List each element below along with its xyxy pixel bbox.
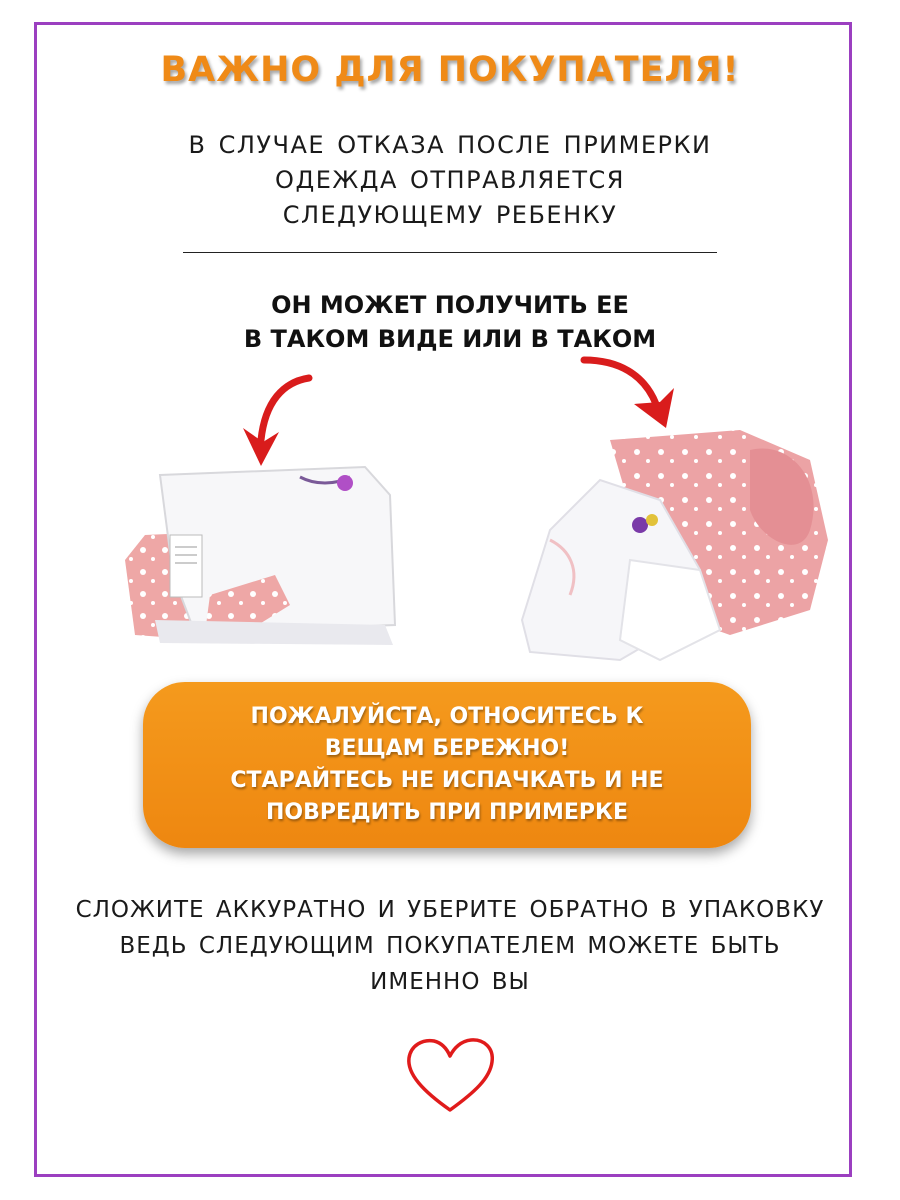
bottom-line: ВЕДЬ СЛЕДУЮЩИМ ПОКУПАТЕЛЕМ МОЖЕТЕ БЫТЬ	[119, 933, 781, 959]
notice-line: ОДЕЖДА ОТПРАВЛЯЕТСЯ	[275, 166, 625, 194]
banner-line: ПОЖАЛУЙСТА, ОТНОСИТЕСЬ К	[250, 704, 644, 729]
divider	[183, 252, 717, 253]
bottom-line: ИМЕННО ВЫ	[370, 969, 530, 995]
notice-text	[0, 128, 900, 233]
banner-line: СТАРАЙТЕСЬ НЕ ИСПАЧКАТЬ И НЕ	[230, 768, 664, 793]
heart-outline-icon	[403, 1036, 498, 1116]
subheading-line: В ТАКОМ ВИДЕ ИЛИ В ТАКОМ	[243, 325, 657, 353]
bottom-text	[0, 892, 900, 1000]
banner-line: ВЕЩАМ БЕРЕЖНО!	[324, 736, 570, 761]
subheading-line: ОН МОЖЕТ ПОЛУЧИТЬ ЕЕ	[271, 291, 629, 319]
folded-clothing-photo	[115, 455, 415, 660]
subheading	[0, 288, 900, 356]
banner-line: ПОВРЕДИТЬ ПРИ ПРИМЕРКЕ	[265, 800, 629, 825]
crumpled-clothing-photo	[510, 420, 835, 670]
notice-line: СЛЕДУЮЩЕМУ РЕБЕНКУ	[282, 201, 618, 229]
notice-line: В СЛУЧАЕ ОТКАЗА ПОСЛЕ ПРИМЕРКИ	[188, 131, 712, 159]
page-title: ВАЖНО ДЛЯ ПОКУПАТЕЛЯ!	[160, 50, 740, 90]
bottom-line: СЛОЖИТЕ АККУРАТНО И УБЕРИТЕ ОБРАТНО В УПАКОВКУ	[75, 897, 825, 923]
care-banner	[143, 682, 751, 848]
